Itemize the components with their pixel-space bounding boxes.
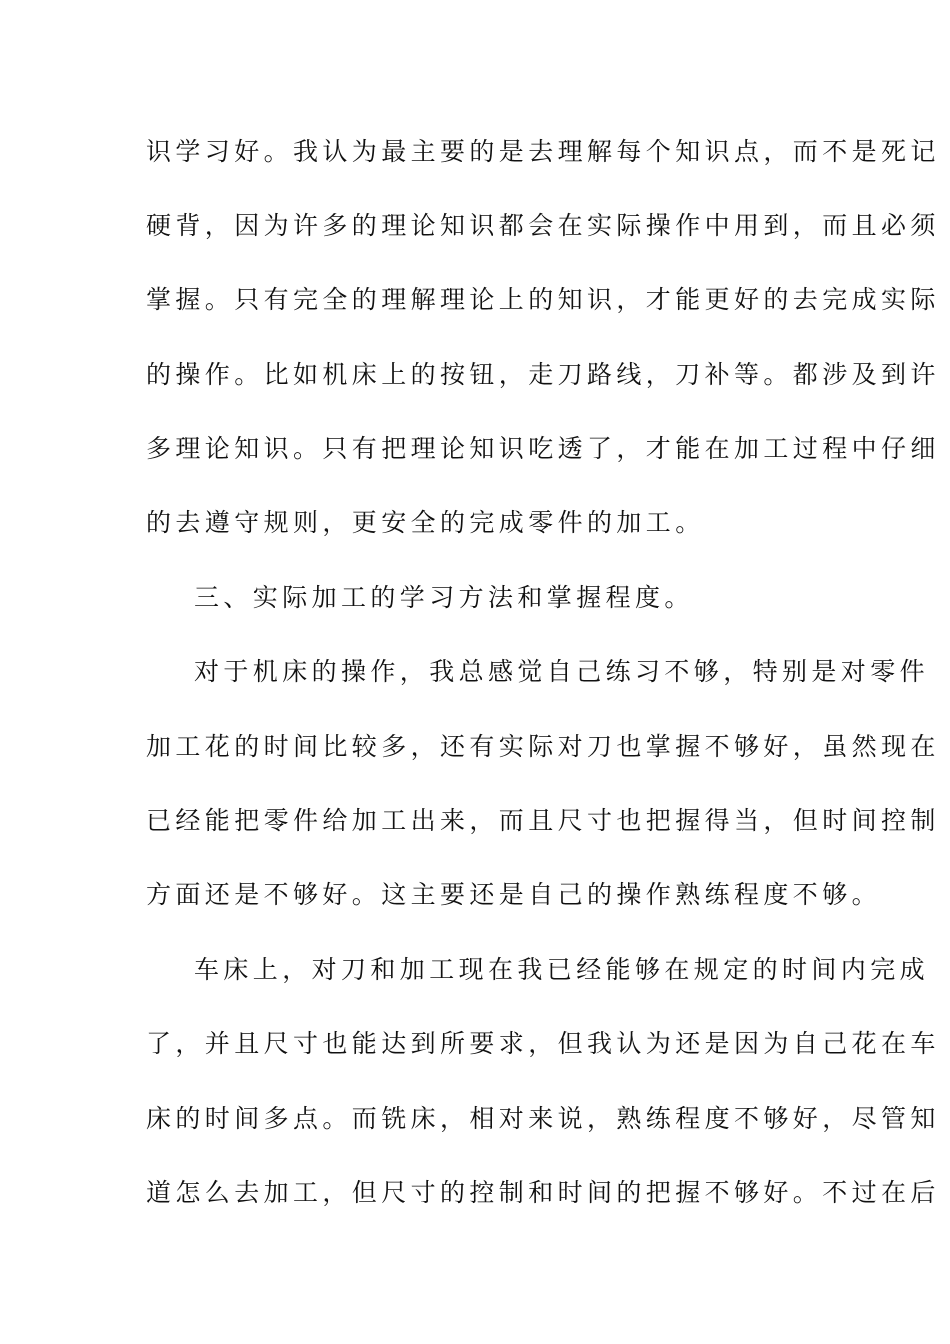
text-line-2: 硬背，因为许多的理论知识都会在实际操作中用到，而且必须 xyxy=(146,211,940,240)
text-line-14: 床的时间多点。而铣床，相对来说，熟练程度不够好，尽管知 xyxy=(146,1104,940,1133)
text-line-12: 车床上，对刀和加工现在我已经能够在规定的时间内完成 xyxy=(194,955,930,984)
text-line-3: 掌握。只有完全的理解理论上的知识，才能更好的去完成实际 xyxy=(146,285,940,314)
section-heading: 三、实际加工的学习方法和掌握程度。 xyxy=(194,583,694,612)
text-line-13: 了，并且尺寸也能达到所要求，但我认为还是因为自己花在车 xyxy=(146,1029,940,1058)
text-line-6: 的去遵守规则，更安全的完成零件的加工。 xyxy=(146,508,705,537)
text-line-4: 的操作。比如机床上的按钮，走刀路线，刀补等。都涉及到许 xyxy=(146,360,940,389)
text-line-1: 识学习好。我认为最主要的是去理解每个知识点，而不是死记 xyxy=(146,137,940,166)
text-line-10: 已经能把零件给加工出来，而且尺寸也把握得当，但时间控制 xyxy=(146,806,940,835)
text-line-15: 道怎么去加工，但尺寸的控制和时间的把握不够好。不过在后 xyxy=(146,1178,940,1207)
text-line-9: 加工花的时间比较多，还有实际对刀也掌握不够好，虽然现在 xyxy=(146,732,940,761)
text-line-8: 对于机床的操作，我总感觉自己练习不够，特别是对零件 xyxy=(194,657,930,686)
text-line-11: 方面还是不够好。这主要还是自己的操作熟练程度不够。 xyxy=(146,880,882,909)
text-line-5: 多理论知识。只有把理论知识吃透了，才能在加工过程中仔细 xyxy=(146,434,940,463)
